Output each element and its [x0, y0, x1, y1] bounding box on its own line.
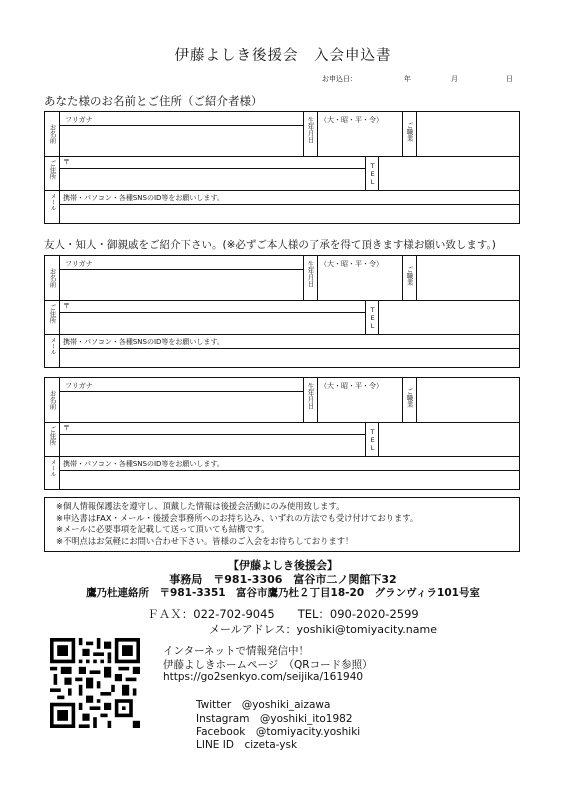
- address-label: ご住所: [48, 160, 57, 180]
- homepage-url-link[interactable]: https://go2senkyo.com/seijika/161940: [163, 671, 364, 683]
- furigana-field[interactable]: [60, 257, 303, 269]
- name-label: お名前: [48, 390, 57, 410]
- address-label: ご住所: [48, 426, 57, 446]
- org-branch: 鷹乃杜連絡所 〒981-3351 富谷市鷹乃杜２丁目18-20 グランヴィラ101号室: [86, 587, 480, 599]
- form-title: 伊藤よしき後援会 入会申込書: [174, 48, 392, 64]
- postal-mark: 〒: [63, 424, 70, 432]
- tel-field[interactable]: [379, 157, 519, 190]
- application-date-label: お申込日：: [322, 75, 357, 83]
- org-office: 事務局 〒981-3306 富谷市二ノ関館下32: [169, 573, 397, 586]
- sns-facebook: Facebook @tomiyacity.yoshiki: [196, 726, 361, 738]
- tel-field[interactable]: [379, 423, 519, 456]
- mail-label: メール: [49, 193, 56, 211]
- mail-hint: 携帯・パソコン・各種SNSのID等をお願いします。: [63, 338, 224, 346]
- occupation-label: ご職業: [405, 266, 414, 286]
- birth-label: 生年月日: [306, 383, 315, 409]
- referral-form-block-2: [44, 377, 520, 490]
- sns-instagram: Instagram @yoshiki_ito1982: [196, 713, 353, 725]
- mail-hint: 携帯・パソコン・各種SNSのID等をお願いします。: [63, 460, 224, 468]
- occupation-field[interactable]: [417, 379, 519, 422]
- mail-field[interactable]: [60, 349, 519, 367]
- birth-date-field[interactable]: [318, 126, 402, 156]
- org-name: 【伊藤よしき後援会】: [228, 559, 338, 572]
- privacy-notes: [44, 497, 520, 552]
- org-contact: ＦＡＸ：022-702-9045 TEL：090-2020-2599: [147, 607, 419, 621]
- occupation-label: ご職業: [405, 388, 414, 408]
- mail-field[interactable]: [60, 471, 519, 489]
- address-field[interactable]: [60, 313, 365, 334]
- section2-heading: 友人・知人・御親戚をご紹介下さい。(※必ずご本人様の了承を得て頂きます様お願い致します。): [44, 239, 496, 251]
- org-email: メールアドレス：yoshiki@tomiyacity.name: [209, 623, 437, 636]
- note-item: ※申込書はFAX・メール・後援会事務所へのお持ち込み、いずれの方法でも受け付けております。: [56, 512, 419, 523]
- address-label: ご住所: [48, 304, 57, 324]
- mail-label: メール: [49, 337, 56, 355]
- era-options: （大・昭・平・令）: [320, 260, 383, 268]
- birth-date-field[interactable]: [318, 392, 402, 422]
- furigana-field[interactable]: [60, 113, 303, 125]
- applicant-form-block: [44, 111, 520, 224]
- name-label: お名前: [48, 268, 57, 288]
- name-field[interactable]: [60, 270, 303, 300]
- tel-label: TEL: [368, 306, 377, 330]
- note-item: ※メールに必要事項を記載して送って頂いても結構です。: [56, 524, 270, 534]
- furigana-field[interactable]: [60, 379, 303, 391]
- birth-label: 生年月日: [306, 117, 315, 143]
- section1-heading: あなた様のお名前とご住所（ご紹介者様）: [44, 94, 263, 108]
- application-date-year: 年: [404, 75, 411, 83]
- name-field[interactable]: [60, 126, 303, 156]
- occupation-field[interactable]: [417, 113, 519, 156]
- sns-twitter: Twitter @yoshiki_aizawa: [196, 699, 331, 711]
- internet-line1: インターネットで情報発信中！: [163, 645, 310, 657]
- mail-field[interactable]: [60, 205, 519, 223]
- address-field[interactable]: [60, 169, 365, 190]
- tel-field[interactable]: [379, 301, 519, 334]
- internet-line2: 伊藤よしきホームページ （QRコード参照）: [163, 659, 373, 671]
- application-date-day: 日: [506, 75, 513, 83]
- birth-date-field[interactable]: [318, 270, 402, 300]
- furigana-label: フリガナ: [65, 116, 93, 124]
- furigana-label: フリガナ: [65, 260, 93, 268]
- tel-label: TEL: [368, 162, 377, 186]
- application-date-month: 月: [451, 75, 458, 83]
- referral-form-block-1: [44, 255, 520, 368]
- tel-label: TEL: [368, 428, 377, 452]
- era-options: （大・昭・平・令）: [320, 116, 383, 124]
- postal-mark: 〒: [63, 158, 70, 166]
- occupation-field[interactable]: [417, 257, 519, 300]
- address-field[interactable]: [60, 435, 365, 456]
- note-item: ※個人情報保護法を遵守し、頂戴した情報は後援会活動にのみ使用致します。: [56, 501, 345, 511]
- qr-code-image[interactable]: [50, 638, 140, 728]
- mail-label: メール: [49, 459, 56, 477]
- sns-line: LINE ID cizeta-ysk: [196, 739, 298, 751]
- name-field[interactable]: [60, 392, 303, 422]
- note-item: ※不明点はお気軽にお問い合わせ下さい。皆様のご入会をお待ちしております！: [56, 535, 354, 546]
- name-label: お名前: [48, 124, 57, 144]
- mail-hint: 携帯・パソコン・各種SNSのID等をお願いします。: [63, 194, 224, 202]
- birth-label: 生年月日: [306, 261, 315, 287]
- postal-mark: 〒: [63, 302, 70, 310]
- era-options: （大・昭・平・令）: [320, 382, 383, 390]
- occupation-label: ご職業: [405, 122, 414, 142]
- furigana-label: フリガナ: [65, 382, 93, 390]
